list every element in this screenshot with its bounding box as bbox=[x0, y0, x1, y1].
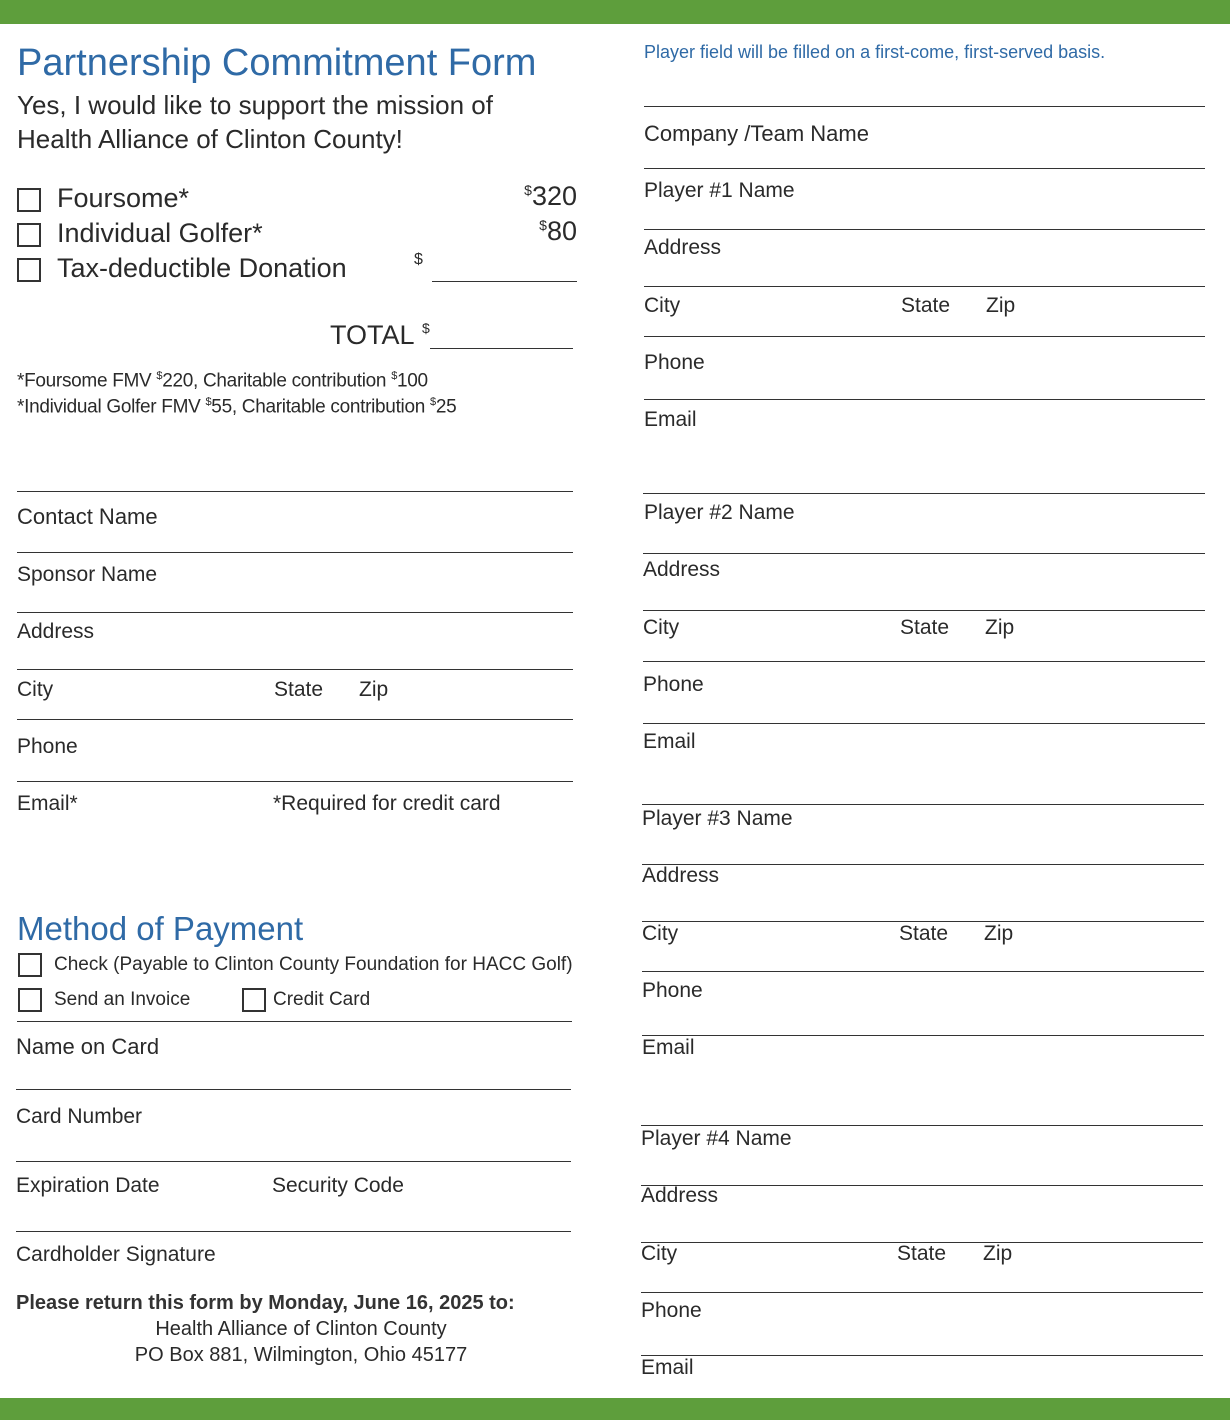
player-3-address-field[interactable] bbox=[642, 864, 1204, 865]
contact-address-field[interactable] bbox=[17, 612, 573, 613]
player-4-email-field[interactable] bbox=[641, 1355, 1203, 1356]
player-3-name-field[interactable] bbox=[642, 804, 1204, 805]
donation-label: Tax-deductible Donation bbox=[57, 253, 347, 283]
option-donation bbox=[17, 251, 577, 285]
player-4-city-label: City bbox=[641, 1242, 678, 1265]
invoice-label: Send an Invoice bbox=[54, 989, 191, 1010]
player-1-address-field[interactable] bbox=[644, 229, 1205, 230]
foursome-price-value: 320 bbox=[531, 181, 577, 211]
sponsor-name-label: Sponsor Name bbox=[17, 563, 158, 586]
name-on-card-label: Name on Card bbox=[16, 1034, 160, 1059]
donation-currency-sign: $ bbox=[414, 251, 423, 268]
player-3-phone-field[interactable] bbox=[642, 971, 1204, 972]
player-field-note: Player field will be filled on a first-come, first-served basis. bbox=[644, 42, 1106, 62]
option-individual-golfer bbox=[17, 216, 577, 250]
player-3-phone-label: Phone bbox=[642, 979, 703, 1002]
player-1-address-label: Address bbox=[644, 236, 722, 259]
intro-text bbox=[17, 88, 597, 156]
invoice-checkbox[interactable] bbox=[18, 988, 42, 1012]
check-label: Check (Payable to Clinton County Foundation for HACC Golf) bbox=[54, 954, 573, 975]
payment-heading: Method of Payment bbox=[17, 910, 304, 947]
commitment-column bbox=[0, 0, 600, 1398]
player-1-state-label: State bbox=[901, 294, 951, 317]
player-2-city-label: City bbox=[643, 616, 680, 639]
player-4-phone-label: Phone bbox=[641, 1299, 702, 1322]
player-1-city-label: City bbox=[644, 294, 681, 317]
player-1-email-field[interactable] bbox=[644, 399, 1205, 400]
player-3-email-label: Email bbox=[642, 1036, 695, 1059]
credit-card-label: Credit Card bbox=[273, 989, 371, 1010]
player-1-name-label: Player #1 Name bbox=[644, 179, 795, 202]
intro-line-1: Yes, I would like to support the mission of bbox=[17, 90, 493, 120]
company-name-label: Company /Team Name bbox=[644, 121, 869, 146]
foursome-label: Foursome* bbox=[57, 183, 190, 213]
card-number-label: Card Number bbox=[16, 1105, 143, 1128]
total-amount-field[interactable] bbox=[430, 348, 573, 349]
individual-golfer-price-value: 80 bbox=[546, 216, 577, 246]
player-1-email-label: Email bbox=[644, 408, 697, 431]
player-2-state-label: State bbox=[900, 616, 950, 639]
contact-email-field[interactable] bbox=[17, 781, 573, 782]
player-2-name-field[interactable] bbox=[643, 493, 1205, 494]
player-3-email-field[interactable] bbox=[642, 1035, 1204, 1036]
expiration-field[interactable] bbox=[16, 1161, 571, 1162]
player-3-address-label: Address bbox=[642, 864, 720, 887]
individual-fmv-note: *Individual Golfer FMV $55, Charitable contribution $25 bbox=[17, 396, 457, 418]
individual-golfer-price bbox=[539, 216, 577, 247]
signature-label: Cardholder Signature bbox=[16, 1243, 216, 1266]
contact-zip-label: Zip bbox=[359, 678, 389, 701]
donation-amount-field[interactable] bbox=[432, 281, 577, 282]
total-currency-sign: $ bbox=[422, 320, 430, 336]
player-4-zip-label: Zip bbox=[983, 1242, 1013, 1265]
individual-golfer-checkbox[interactable] bbox=[17, 223, 41, 247]
form-title: Partnership Commitment Form bbox=[17, 42, 537, 84]
security-code-label: Security Code bbox=[272, 1174, 404, 1197]
player-2-email-label: Email bbox=[643, 730, 696, 753]
player-1-phone-field[interactable] bbox=[644, 336, 1205, 337]
foursome-price bbox=[524, 181, 577, 212]
player-2-phone-label: Phone bbox=[643, 673, 704, 696]
player-1-name-field[interactable] bbox=[644, 168, 1205, 169]
player-2-city-field[interactable] bbox=[643, 610, 1205, 611]
total-label: TOTAL bbox=[330, 320, 415, 350]
bottom-green-band bbox=[0, 1398, 1230, 1420]
contact-email-label: Email* bbox=[17, 792, 78, 815]
player-4-email-label: Email bbox=[641, 1356, 694, 1379]
player-1-city-field[interactable] bbox=[644, 286, 1205, 287]
player-4-address-field[interactable] bbox=[641, 1185, 1203, 1186]
player-2-zip-label: Zip bbox=[985, 616, 1015, 639]
foursome-checkbox[interactable] bbox=[17, 188, 41, 212]
player-4-state-label: State bbox=[897, 1242, 947, 1265]
player-2-name-label: Player #2 Name bbox=[644, 501, 795, 524]
return-deadline: Please return this form by Monday, June 16, 2025 to: bbox=[16, 1292, 515, 1314]
signature-field[interactable] bbox=[16, 1231, 571, 1232]
player-3-city-label: City bbox=[642, 922, 679, 945]
credit-card-required-note: *Required for credit card bbox=[273, 792, 501, 815]
player-4-address-label: Address bbox=[641, 1184, 719, 1207]
credit-card-checkbox[interactable] bbox=[242, 988, 266, 1012]
contact-phone-label: Phone bbox=[17, 735, 78, 758]
players-column bbox=[600, 0, 1230, 1398]
expiration-label: Expiration Date bbox=[16, 1174, 160, 1197]
card-number-field[interactable] bbox=[16, 1089, 571, 1090]
player-2-address-field[interactable] bbox=[643, 553, 1205, 554]
contact-state-label: State bbox=[274, 678, 324, 701]
contact-name-label: Contact Name bbox=[17, 504, 158, 529]
currency-sign: $ bbox=[539, 217, 547, 233]
check-checkbox[interactable] bbox=[18, 953, 42, 977]
donation-checkbox[interactable] bbox=[17, 258, 41, 282]
player-1-zip-label: Zip bbox=[986, 294, 1016, 317]
player-3-state-label: State bbox=[899, 922, 949, 945]
player-3-name-label: Player #3 Name bbox=[642, 807, 793, 830]
player-3-zip-label: Zip bbox=[984, 922, 1014, 945]
name-on-card-field[interactable] bbox=[17, 1021, 572, 1022]
intro-line-2: Health Alliance of Clinton County! bbox=[17, 124, 403, 154]
contact-name-field[interactable] bbox=[17, 491, 573, 492]
option-foursome bbox=[17, 181, 577, 215]
sponsor-name-field[interactable] bbox=[17, 552, 573, 553]
player-4-name-label: Player #4 Name bbox=[641, 1127, 792, 1150]
individual-golfer-label: Individual Golfer* bbox=[57, 218, 263, 248]
player-1-phone-label: Phone bbox=[644, 351, 705, 374]
contact-city-field[interactable] bbox=[17, 669, 573, 670]
return-address: PO Box 881, Wilmington, Ohio 45177 bbox=[134, 1344, 468, 1366]
player-2-phone-field[interactable] bbox=[643, 661, 1205, 662]
player-4-name-field[interactable] bbox=[641, 1125, 1203, 1126]
contact-city-label: City bbox=[17, 678, 54, 701]
contact-address-label: Address bbox=[17, 620, 95, 643]
currency-sign: $ bbox=[524, 182, 532, 198]
company-name-field[interactable] bbox=[644, 106, 1205, 107]
foursome-fmv-note: *Foursome FMV $220, Charitable contribution $100 bbox=[17, 370, 428, 392]
return-organization: Health Alliance of Clinton County bbox=[155, 1318, 447, 1340]
player-4-phone-field[interactable] bbox=[641, 1292, 1203, 1293]
player-2-email-field[interactable] bbox=[643, 723, 1205, 724]
contact-phone-field[interactable] bbox=[17, 719, 573, 720]
player-2-address-label: Address bbox=[643, 558, 721, 581]
